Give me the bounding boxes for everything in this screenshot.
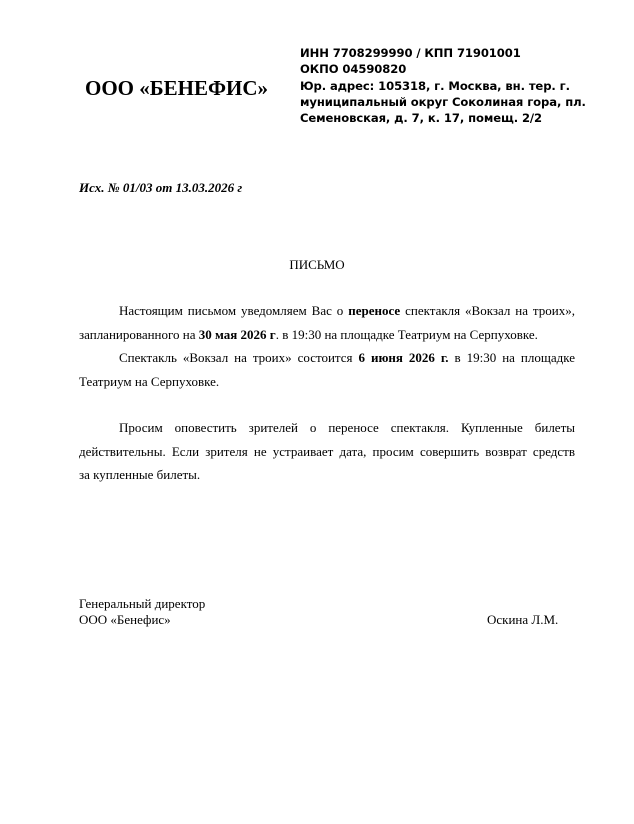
signatory-company: ООО «Бенефис» — [79, 612, 171, 627]
text: Просим оповестить зрителей о переносе спектакля. Купленные билеты — [119, 420, 575, 435]
signature-block — [79, 596, 205, 628]
text: в 19:30 на площадке — [448, 350, 575, 365]
text: спектакля «Вокзал на троих», — [400, 303, 575, 318]
requisites-okpo: ОКПО 04590820 — [300, 62, 407, 77]
requisites-address-line-1: Юр. адрес: 105318, г. Москва, вн. тер. г. — [300, 78, 570, 93]
letter-title: ПИСЬМО — [289, 257, 345, 272]
bold-text: 6 июня 2026 г. — [358, 350, 449, 365]
requisites-address-line-2: муниципальный округ Соколиная гора, пл. — [300, 94, 586, 109]
paragraph-line — [79, 327, 538, 342]
paragraph-line: Театриум на Серпуховке. — [79, 373, 220, 389]
bold-text: 30 мая 2026 г — [198, 326, 276, 342]
text: Настоящим письмом уведомляем Вас о — [119, 303, 349, 318]
signatory-name: Оскина Л.М. — [487, 612, 559, 627]
requisites-inn-kpp: ИНН 7708299990 / КПП 71901001 — [300, 46, 521, 60]
paragraph-line: действительны. Если зрителя не устраивает дата, просим совершить возврат средств — [79, 443, 575, 459]
paragraph-line — [79, 299, 575, 323]
paragraph-request — [79, 416, 575, 487]
text: запланированного на — [79, 326, 199, 342]
requisites-address-line-3: Семеновская, д. 7, к. 17, помещ. 2/2 — [300, 111, 543, 126]
paragraph-line — [79, 416, 575, 440]
signatory-position: Генеральный директор — [79, 596, 206, 611]
company-name: ООО «БЕНЕФИС» — [85, 76, 269, 100]
bold-text: переносе — [348, 303, 401, 318]
paragraph-line — [79, 346, 575, 370]
company-requisites — [300, 45, 586, 126]
paragraph-new-date — [79, 346, 575, 393]
text: . в 19:30 на площадке Театриум на Серпуховке. — [275, 326, 538, 342]
text: Спектакль «Вокзал на троих» состоится — [119, 350, 359, 365]
outgoing-reference: Исх. № 01/03 от 13.03.2026 г — [79, 180, 243, 195]
paragraph-line: за купленные билеты. — [79, 467, 201, 482]
paragraph-postponement — [79, 299, 575, 346]
